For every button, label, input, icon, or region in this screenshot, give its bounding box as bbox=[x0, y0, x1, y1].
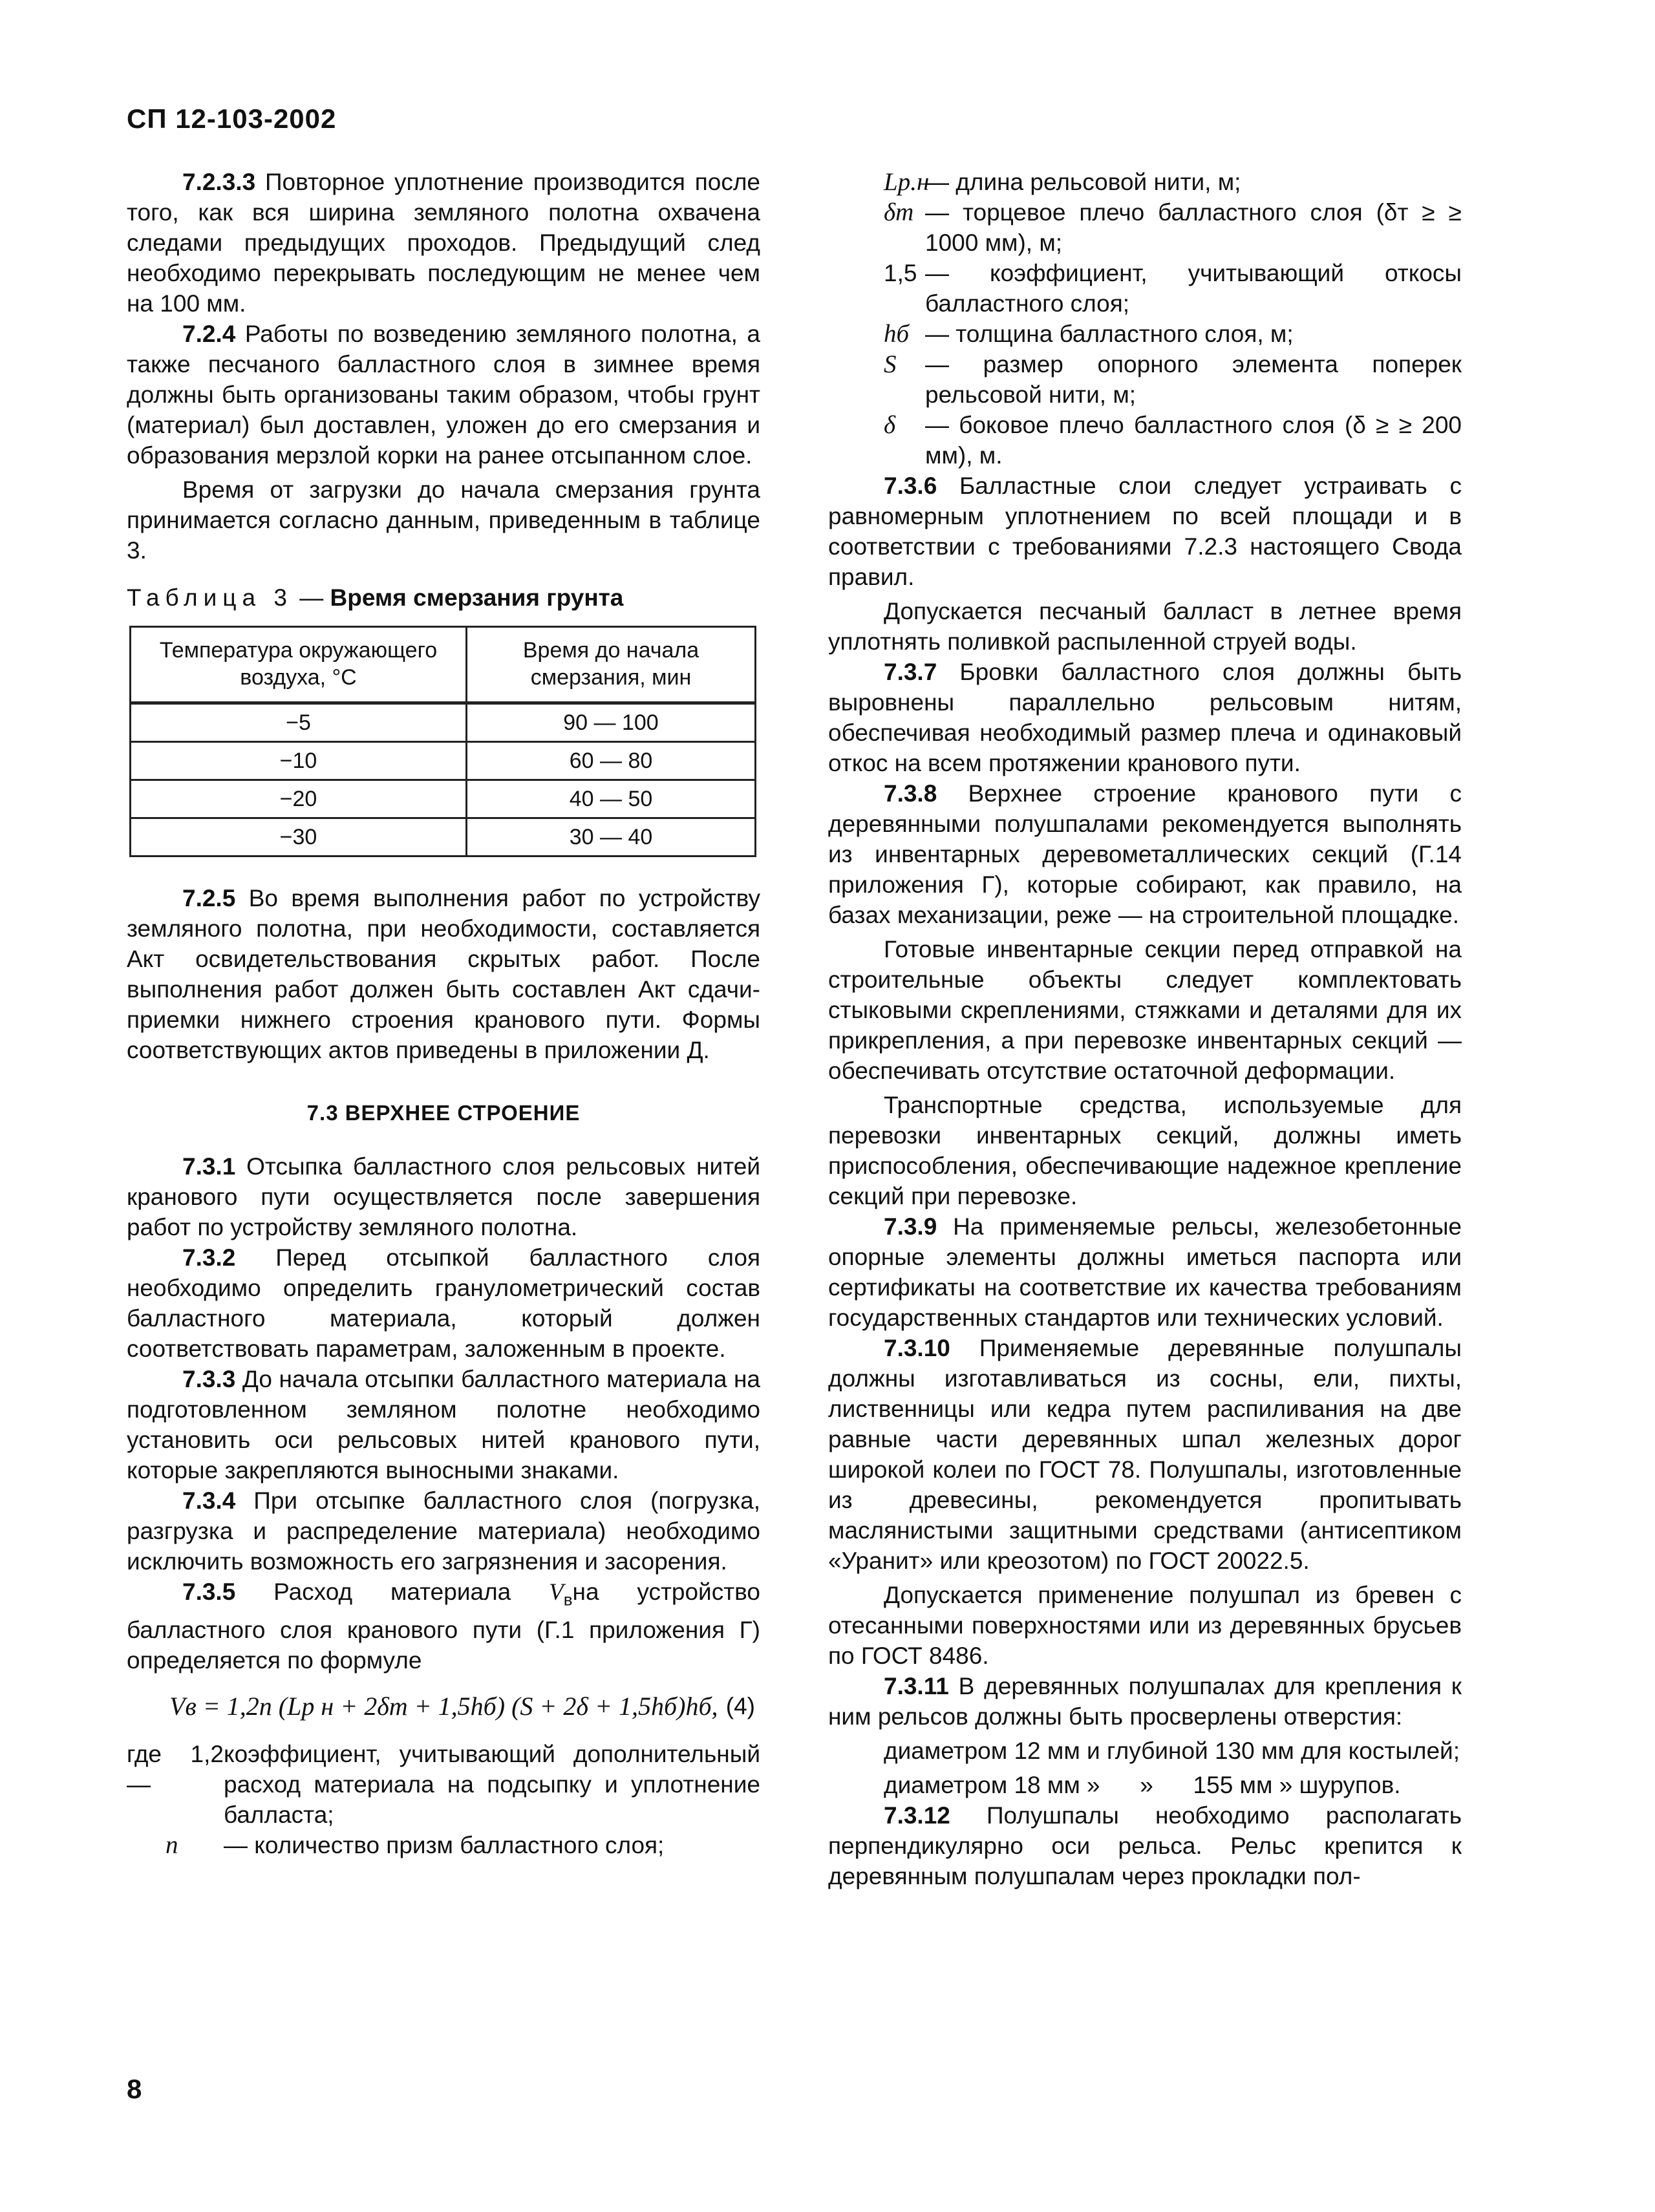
definition-term: S bbox=[884, 350, 897, 378]
paragraph-freeze-time: Время от загрузки до начала смерзания грунта принимается согласно данным, приведенным в таблице 3. bbox=[127, 476, 760, 564]
definition-term: Lр.н bbox=[884, 168, 930, 196]
clause-text: Работы по возведению земляного полотна, а также песчаного балластного слоя в зимнее время должны быть организованы таким образом, чтобы грунт (материал) был доставлен, уложен до его смерзания и образования мерзлой корки на ранее отсыпанном слое. bbox=[127, 321, 760, 469]
table-caption-title: Время смерзания грунта bbox=[330, 584, 624, 611]
definition-item bbox=[828, 319, 1462, 349]
clause-text: Во время выполнения работ по устройству земляного полотна, при необходимости, составляется Акт освидетельствования скрытых работ. После выполнения работ должен быть составлен Акт сдачи-приемки нижнего строения кранового пути. Формы соответствующих актов приведены в приложении Д. bbox=[127, 885, 760, 1063]
paragraph-7-3-10 bbox=[828, 1333, 1462, 1576]
cell-temperature: −20 bbox=[131, 780, 467, 818]
definition-text: — торцевое плечо балластного слоя (δт ≥ ≥ 1000 мм), м; bbox=[925, 199, 1462, 256]
paragraph-7-3-11-spikes: диаметром 12 мм и глубиной 130 мм для костылей; bbox=[884, 1738, 1460, 1764]
clause-number: 7.3.2 bbox=[182, 1244, 236, 1271]
column-header-time: Время до начала смерзания, мин bbox=[467, 627, 756, 703]
definition-term: 1,5 bbox=[884, 260, 917, 286]
table-row bbox=[131, 818, 756, 856]
where-definition: коэффициент, учитывающий дополнительный расход материала на подсыпку и уплотнение балласта; bbox=[224, 1741, 760, 1829]
table-row bbox=[131, 742, 756, 780]
paragraph-7-2-3-3 bbox=[127, 167, 760, 319]
clause-number: 7.3.7 bbox=[884, 659, 937, 685]
variable-subscript: в bbox=[563, 1590, 573, 1610]
left-column bbox=[127, 167, 760, 1860]
definition-term: hб bbox=[884, 320, 910, 348]
paragraph-7-3-10-note: Допускается применение полушпал из бревен с отесанными поверхностями или из деревянных брусьев по ГОСТ 8486. bbox=[828, 1582, 1462, 1669]
definition-text: — коэффициент, учитывающий откосы балластного слоя; bbox=[925, 260, 1462, 317]
document-code: СП 12-103-2002 bbox=[127, 103, 337, 134]
where-term: n bbox=[166, 1831, 178, 1860]
definition-term: δ bbox=[884, 411, 896, 439]
paragraph-7-3-4 bbox=[127, 1485, 760, 1577]
paragraph-7-3-11-screws: диаметром 18 мм » » 155 мм » шурупов. bbox=[884, 1772, 1401, 1798]
paragraph-7-3-1 bbox=[127, 1151, 760, 1242]
where-definition: — количество призм балластного слоя; bbox=[224, 1832, 665, 1859]
clause-text: На применяемые рельсы, железобетонные опорные элементы должны иметься паспорта или сертификаты на соответствие их качества требованиям государственных стандартов или технических условий. bbox=[828, 1213, 1462, 1331]
definition-item bbox=[828, 197, 1462, 258]
paragraph-7-3-8-sections: Готовые инвентарные секции перед отправкой на строительные объекты следует комплектовать стыковыми скреплениями, стяжками и деталями для их прикрепления, а при перевозке инвентарных секций — обеспечивать отсутствие остаточной деформации. bbox=[828, 936, 1462, 1084]
clause-text: До начала отсыпки балластного материала на подготовленном земляном полотне необходимо установить оси рельсовых нитей кранового пути, которые закрепляются выносными знаками. bbox=[127, 1366, 760, 1484]
clause-text: Отсыпка балластного слоя рельсовых нитей кранового пути осуществляется после завершения работ по устройству земляного полотна. bbox=[127, 1153, 760, 1240]
right-column bbox=[828, 167, 1462, 1891]
table-caption bbox=[127, 582, 760, 613]
column-header-temperature: Температура окружающего воздуха, °С bbox=[131, 627, 467, 703]
paragraph-7-3-8 bbox=[828, 778, 1462, 930]
paragraph-7-3-5 bbox=[127, 1577, 760, 1675]
paragraph-7-3-12 bbox=[828, 1800, 1462, 1891]
section-heading: 7.3 ВЕРХНЕЕ СТРОЕНИЕ bbox=[306, 1101, 581, 1125]
paragraph-7-3-9 bbox=[828, 1211, 1462, 1333]
clause-number: 7.3.8 bbox=[884, 780, 937, 807]
clause-text: на устройство балластного слоя кранового пути (Г.1 приложения Г) определяется по формуле bbox=[127, 1579, 760, 1674]
paragraph-7-3-11 bbox=[828, 1671, 1462, 1732]
clause-text: Перед отсыпкой балластного слоя необходимо определить гранулометрический состав балластного материала, который должен соответствовать параметрам, заложенным в проекте. bbox=[127, 1244, 760, 1362]
formula-4 bbox=[127, 1685, 760, 1732]
clause-number: 7.3.5 bbox=[182, 1579, 236, 1605]
clause-text: Расход материала bbox=[235, 1579, 550, 1605]
cell-temperature: −10 bbox=[131, 742, 467, 780]
clause-text: Полушпалы необходимо располагать перпендикулярно оси рельса. Рельс крепится к деревянным полушпалам через прокладки пол- bbox=[828, 1802, 1462, 1889]
clause-number: 7.3.12 bbox=[884, 1802, 950, 1829]
where-item bbox=[127, 1739, 760, 1830]
paragraph-7-3-6 bbox=[828, 471, 1462, 592]
where-item bbox=[127, 1830, 760, 1860]
definition-item bbox=[828, 410, 1462, 471]
formula-number: (4) bbox=[725, 1693, 755, 1720]
cell-time: 90 — 100 bbox=[467, 703, 756, 742]
table-caption-dash: — bbox=[292, 584, 330, 611]
freeze-time-table bbox=[129, 626, 756, 857]
definition-text: — длина рельсовой нити, м; bbox=[925, 169, 1241, 195]
definition-item bbox=[828, 258, 1462, 319]
variable-v: V bbox=[549, 1579, 564, 1606]
definition-text: — боковое плечо балластного слоя (δ ≥ ≥ 200 мм), м. bbox=[925, 412, 1462, 469]
definition-item bbox=[828, 349, 1462, 410]
clause-text: В деревянных полушпалах для крепления к ним рельсов должны быть просверлены отверстия: bbox=[828, 1673, 1462, 1730]
paragraph-7-3-6-note: Допускается песчаный балласт в летнее время уплотнять поливкой распыленной струей воды. bbox=[828, 598, 1462, 655]
definition-text: — размер опорного элемента поперек рельсовой нити, м; bbox=[925, 351, 1462, 408]
cell-temperature: −30 bbox=[131, 818, 467, 856]
where-term: где 1,2 — bbox=[127, 1741, 224, 1798]
clause-text: Применяемые деревянные полушпалы должны изготавливаться из сосны, ели, пихты, лиственницы или кедра путем распиливания на две равные части деревянных шпал железных дорог широкой колеи по ГОСТ 78. Полушпалы, изготовленные из древесины, рекомендуется пропитывать маслянистыми защитными средствами (антисептиком «Уранит» или креозотом) по ГОСТ 20022.5. bbox=[828, 1335, 1462, 1574]
paragraph-7-3-7 bbox=[828, 657, 1462, 778]
formula-expression: Vв = 1,2n (Lр н + 2δт + 1,5hб) (S + 2δ + 1,5hб)hб, bbox=[169, 1692, 718, 1721]
paragraph-7-2-4 bbox=[127, 319, 760, 471]
table-caption-prefix: Таблица 3 bbox=[127, 584, 293, 611]
cell-time: 40 — 50 bbox=[467, 780, 756, 818]
cell-time: 60 — 80 bbox=[467, 742, 756, 780]
clause-number: 7.2.3.3 bbox=[182, 169, 256, 195]
clause-number: 7.3.9 bbox=[884, 1213, 937, 1240]
table-row bbox=[131, 780, 756, 818]
cell-time: 30 — 40 bbox=[467, 818, 756, 856]
clause-number: 7.3.11 bbox=[884, 1673, 949, 1699]
clause-number: 7.3.3 bbox=[182, 1366, 236, 1392]
cell-temperature: −5 bbox=[131, 703, 467, 742]
clause-text: Балластные слои следует устраивать с равномерным уплотнением по всей площади и в соответствии с требованиями 7.2.3 настоящего Свода правил. bbox=[828, 473, 1462, 590]
clause-number: 7.3.6 bbox=[884, 473, 937, 499]
clause-text: Верхнее строение кранового пути с деревянными полушпалами рекомендуется выполнять из инвентарных деревометаллических секций (Г.14 приложения Г), которые собирают, как правило, на базах механизации, реже — на строительной площадке. bbox=[828, 780, 1462, 928]
table-row bbox=[131, 703, 756, 742]
paragraph-7-2-5 bbox=[127, 883, 760, 1065]
clause-number: 7.3.1 bbox=[182, 1153, 236, 1180]
definition-item bbox=[828, 167, 1462, 197]
clause-number: 7.2.4 bbox=[182, 321, 236, 347]
definition-text: — толщина балластного слоя, м; bbox=[925, 321, 1294, 347]
clause-number: 7.2.5 bbox=[182, 885, 236, 911]
paragraph-7-3-2 bbox=[127, 1242, 760, 1364]
paragraph-7-3-3 bbox=[127, 1364, 760, 1485]
page-number: 8 bbox=[127, 2074, 142, 2104]
clause-text: Повторное уплотнение производится после того, как вся ширина земляного полотна охвачена следами предыдущих проходов. Предыдущий след необходимо перекрывать последующим не менее чем на 100 мм. bbox=[127, 169, 760, 317]
clause-text: При отсыпке балластного слоя (погрузка, разгрузка и распределение материала) необходимо исключить возможность его загрязнения и засорения. bbox=[127, 1487, 760, 1575]
clause-text: Бровки балластного слоя должны быть выровнены параллельно рельсовым нитям, обеспечивая необходимый размер плеча и одинаковый откос на всем протяжении кранового пути. bbox=[828, 659, 1462, 776]
clause-number: 7.3.10 bbox=[884, 1335, 950, 1361]
paragraph-7-3-8-transport: Транспортные средства, используемые для перевозки инвентарных секций, должны иметь приспособления, обеспечивающие надежное крепление секций при перевозке. bbox=[828, 1092, 1462, 1209]
clause-number: 7.3.4 bbox=[182, 1487, 236, 1514]
definition-term: δт bbox=[884, 198, 914, 226]
